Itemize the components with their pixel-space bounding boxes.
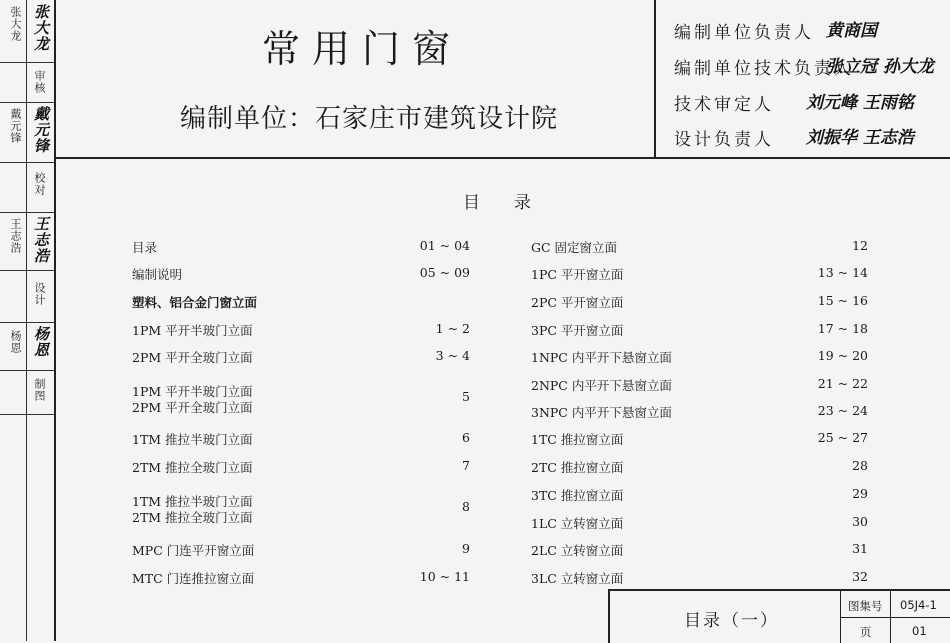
page-number: 01 <box>912 624 927 638</box>
toc-entry-pages: 5 <box>462 389 470 404</box>
strip-label: 王志浩 <box>9 218 22 254</box>
strip-label: 戴元锋 <box>9 108 22 144</box>
toc-heading: 目 录 <box>463 193 531 213</box>
toc-entry-pages: 30 <box>852 514 868 529</box>
resp-signature: 刘元峰 王雨铭 <box>806 93 914 113</box>
toc-entry-pages: 15 ~ 16 <box>817 293 868 308</box>
left-signature-strip <box>0 0 56 641</box>
toc-entry-title: 编制说明 <box>132 267 183 282</box>
toc-entry-title: 3TC 推拉窗立面 <box>531 488 624 503</box>
toc-entry-title: GC 固定窗立面 <box>531 240 618 255</box>
strip-cell-6 <box>0 270 54 323</box>
resp-signature: 刘振华 王志浩 <box>806 128 914 148</box>
toc-entry-pages: 32 <box>852 569 868 584</box>
strip-signature: 王志浩 <box>32 216 50 264</box>
resp-signature: 黄商国 <box>826 21 877 41</box>
toc-entry-title: 2TM 推拉全玻门立面 <box>132 510 253 525</box>
toc-entry-pages: 3 ~ 4 <box>435 348 470 363</box>
organization-line: 编制单位：石家庄市建筑设计院 <box>180 104 559 134</box>
toc-entry-pages: 19 ~ 20 <box>817 348 868 363</box>
toc-entry-pages: 17 ~ 18 <box>817 321 868 336</box>
toc-entry-pages: 28 <box>852 458 868 473</box>
strip-signature: 杨恩 <box>32 326 50 358</box>
atlas-number: 05J4-1 <box>900 598 937 612</box>
toc-entry-title: 2PC 平开窗立面 <box>531 295 624 310</box>
toc-section-heading: 塑料、铝合金门窗立面 <box>132 295 258 310</box>
toc-entry-pages: 01 ~ 04 <box>419 238 470 253</box>
toc-entry-title: 目录 <box>132 240 158 255</box>
strip-label: 张大龙 <box>9 6 22 42</box>
resp-role: 编制单位技术负责人 <box>674 59 854 79</box>
resp-role: 设计负责人 <box>674 130 774 150</box>
strip-cell-1 <box>0 0 54 63</box>
toc-entry-title: 2PM 平开全玻门立面 <box>132 350 253 365</box>
toc-entry-title: 1PM 平开半玻门立面 <box>132 384 253 399</box>
toc-entry-title: MTC 门连推拉窗立面 <box>132 571 255 586</box>
strip-label: 制图 <box>33 378 46 402</box>
tb-divider <box>840 617 950 618</box>
toc-entry-title: 1PM 平开半玻门立面 <box>132 323 253 338</box>
toc-entry-title: 2TC 推拉窗立面 <box>531 460 624 475</box>
resp-role: 技术审定人 <box>674 95 774 115</box>
page-title: 常用门窗 <box>262 27 463 71</box>
toc-entry-title: 1NPC 内平开下悬窗立面 <box>531 350 672 365</box>
strip-cell-5 <box>0 212 54 271</box>
toc-entry-pages: 25 ~ 27 <box>817 430 868 445</box>
toc-entry-title: 2PM 平开全玻门立面 <box>132 400 253 415</box>
toc-entry-title: 3LC 立转窗立面 <box>531 571 624 586</box>
toc-entry-pages: 13 ~ 14 <box>817 265 868 280</box>
toc-entry-pages: 12 <box>852 238 868 253</box>
toc-entry-title: 1TM 推拉半玻门立面 <box>132 432 253 447</box>
toc-entry-pages: 8 <box>462 499 470 514</box>
toc-entry-title: 2LC 立转窗立面 <box>531 543 624 558</box>
toc-entry-pages: 9 <box>462 541 470 556</box>
toc-entry-pages: 23 ~ 24 <box>817 403 868 418</box>
toc-entry-title: 2TM 推拉全玻门立面 <box>132 460 253 475</box>
toc-entry-title: MPC 门连平开窗立面 <box>132 543 255 558</box>
toc-entry-title: 1TC 推拉窗立面 <box>531 432 624 447</box>
toc-entry-pages: 29 <box>852 486 868 501</box>
strip-label: 设计 <box>33 282 46 306</box>
toc-entry-pages: 05 ~ 09 <box>419 265 470 280</box>
toc-entry-title: 1TM 推拉半玻门立面 <box>132 494 253 509</box>
strip-cell-2 <box>0 62 54 103</box>
toc-entry-title: 3NPC 内平开下悬窗立面 <box>531 405 672 420</box>
strip-label: 校对 <box>33 172 46 196</box>
toc-entry-title: 1PC 平开窗立面 <box>531 267 624 282</box>
toc-entry-pages: 21 ~ 22 <box>817 376 868 391</box>
strip-signature: 张大龙 <box>32 4 50 52</box>
toc-entry-title: 2NPC 内平开下悬窗立面 <box>531 378 672 393</box>
toc-entry-title: 1LC 立转窗立面 <box>531 516 624 531</box>
strip-cell-3 <box>0 102 54 163</box>
toc-entry-title: 3PC 平开窗立面 <box>531 323 624 338</box>
responsibility-panel <box>654 0 950 157</box>
strip-cell-7 <box>0 322 54 371</box>
sheet-title-block <box>608 589 950 643</box>
toc-entry-pages: 7 <box>462 458 470 473</box>
resp-role: 编制单位负责人 <box>674 23 814 43</box>
strip-signature: 戴元锋 <box>32 106 50 154</box>
toc-entry-pages: 6 <box>462 430 470 445</box>
strip-label: 审核 <box>33 70 46 94</box>
toc-entry-pages: 1 ~ 2 <box>435 321 470 336</box>
resp-signature: 张立冠 孙大龙 <box>826 57 934 77</box>
strip-cell-8 <box>0 370 54 415</box>
page-label: 页 <box>860 625 872 639</box>
strip-label: 杨恩 <box>9 330 22 354</box>
toc-entry-pages: 10 ~ 11 <box>419 569 470 584</box>
atlas-label: 图集号 <box>848 599 883 613</box>
toc-entry-pages: 31 <box>852 541 868 556</box>
strip-cell-4 <box>0 162 54 213</box>
sheet-title: 目录（一） <box>684 611 779 631</box>
